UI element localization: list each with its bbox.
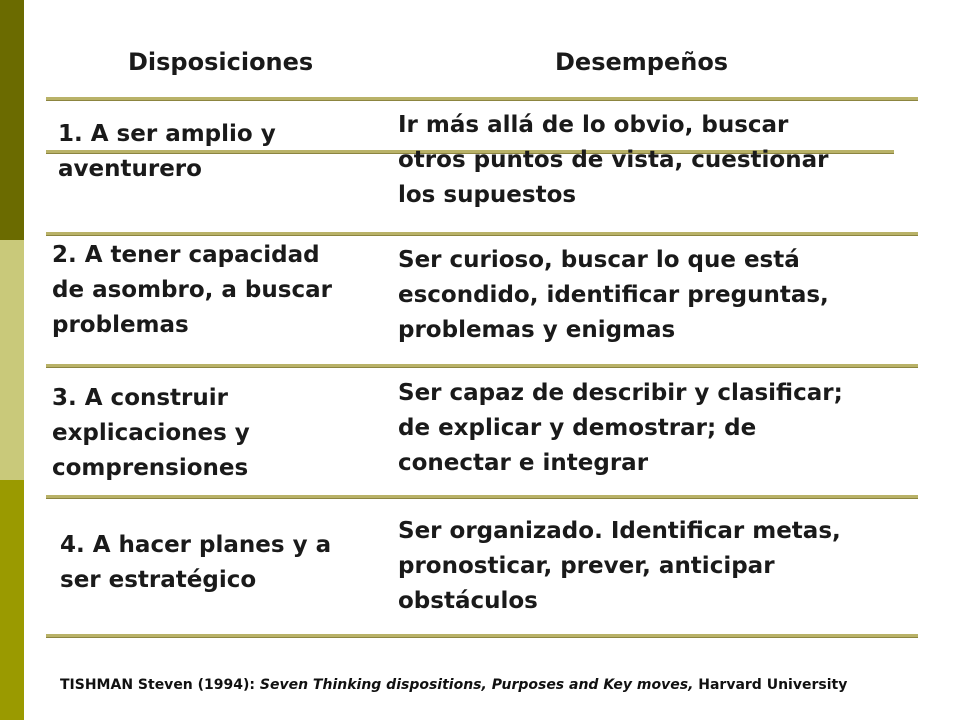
citation-title: Seven Thinking dispositions, Purposes and Key moves, <box>259 677 694 693</box>
divider-row2 <box>46 364 918 368</box>
citation-author: TISHMAN Steven (1994): <box>60 677 260 693</box>
header-dispositions: Disposiciones <box>128 48 314 76</box>
side-bar-middle <box>0 240 24 480</box>
performance-cell-4: Ser organizado. Identificar metas, pronosticar, prever, anticipar obstáculos <box>398 518 841 614</box>
disposition-cell-2: 2. A tener capacidad de asombro, a buscar problemas <box>52 242 332 338</box>
disposition-cell-3: 3. A construir explicaciones y comprensiones <box>52 385 250 481</box>
side-bar-bottom <box>0 480 24 720</box>
performance-cell-3: Ser capaz de describir y clasificar; de explicar y demostrar; de conectar e integrar <box>398 380 843 476</box>
divider-bottom <box>46 634 918 638</box>
header-performances: Desempeños <box>555 48 729 76</box>
divider-row1 <box>46 232 918 236</box>
divider-row3 <box>46 495 918 499</box>
side-bar-top <box>0 0 24 240</box>
performance-cell-2: Ser curioso, buscar lo que está escondido, identificar preguntas, problemas y enigmas <box>398 247 829 343</box>
citation-institution: Harvard University <box>693 677 848 693</box>
disposition-cell-4: 4. A hacer planes y a ser estratégico <box>60 532 332 593</box>
divider-top <box>46 97 918 101</box>
performance-cell-1: Ir más allá de lo obvio, buscar otros puntos de vista, cuestionar los supuestos <box>398 112 829 208</box>
citation <box>60 677 847 693</box>
disposition-cell-1: 1. A ser amplio y aventurero <box>58 121 276 182</box>
